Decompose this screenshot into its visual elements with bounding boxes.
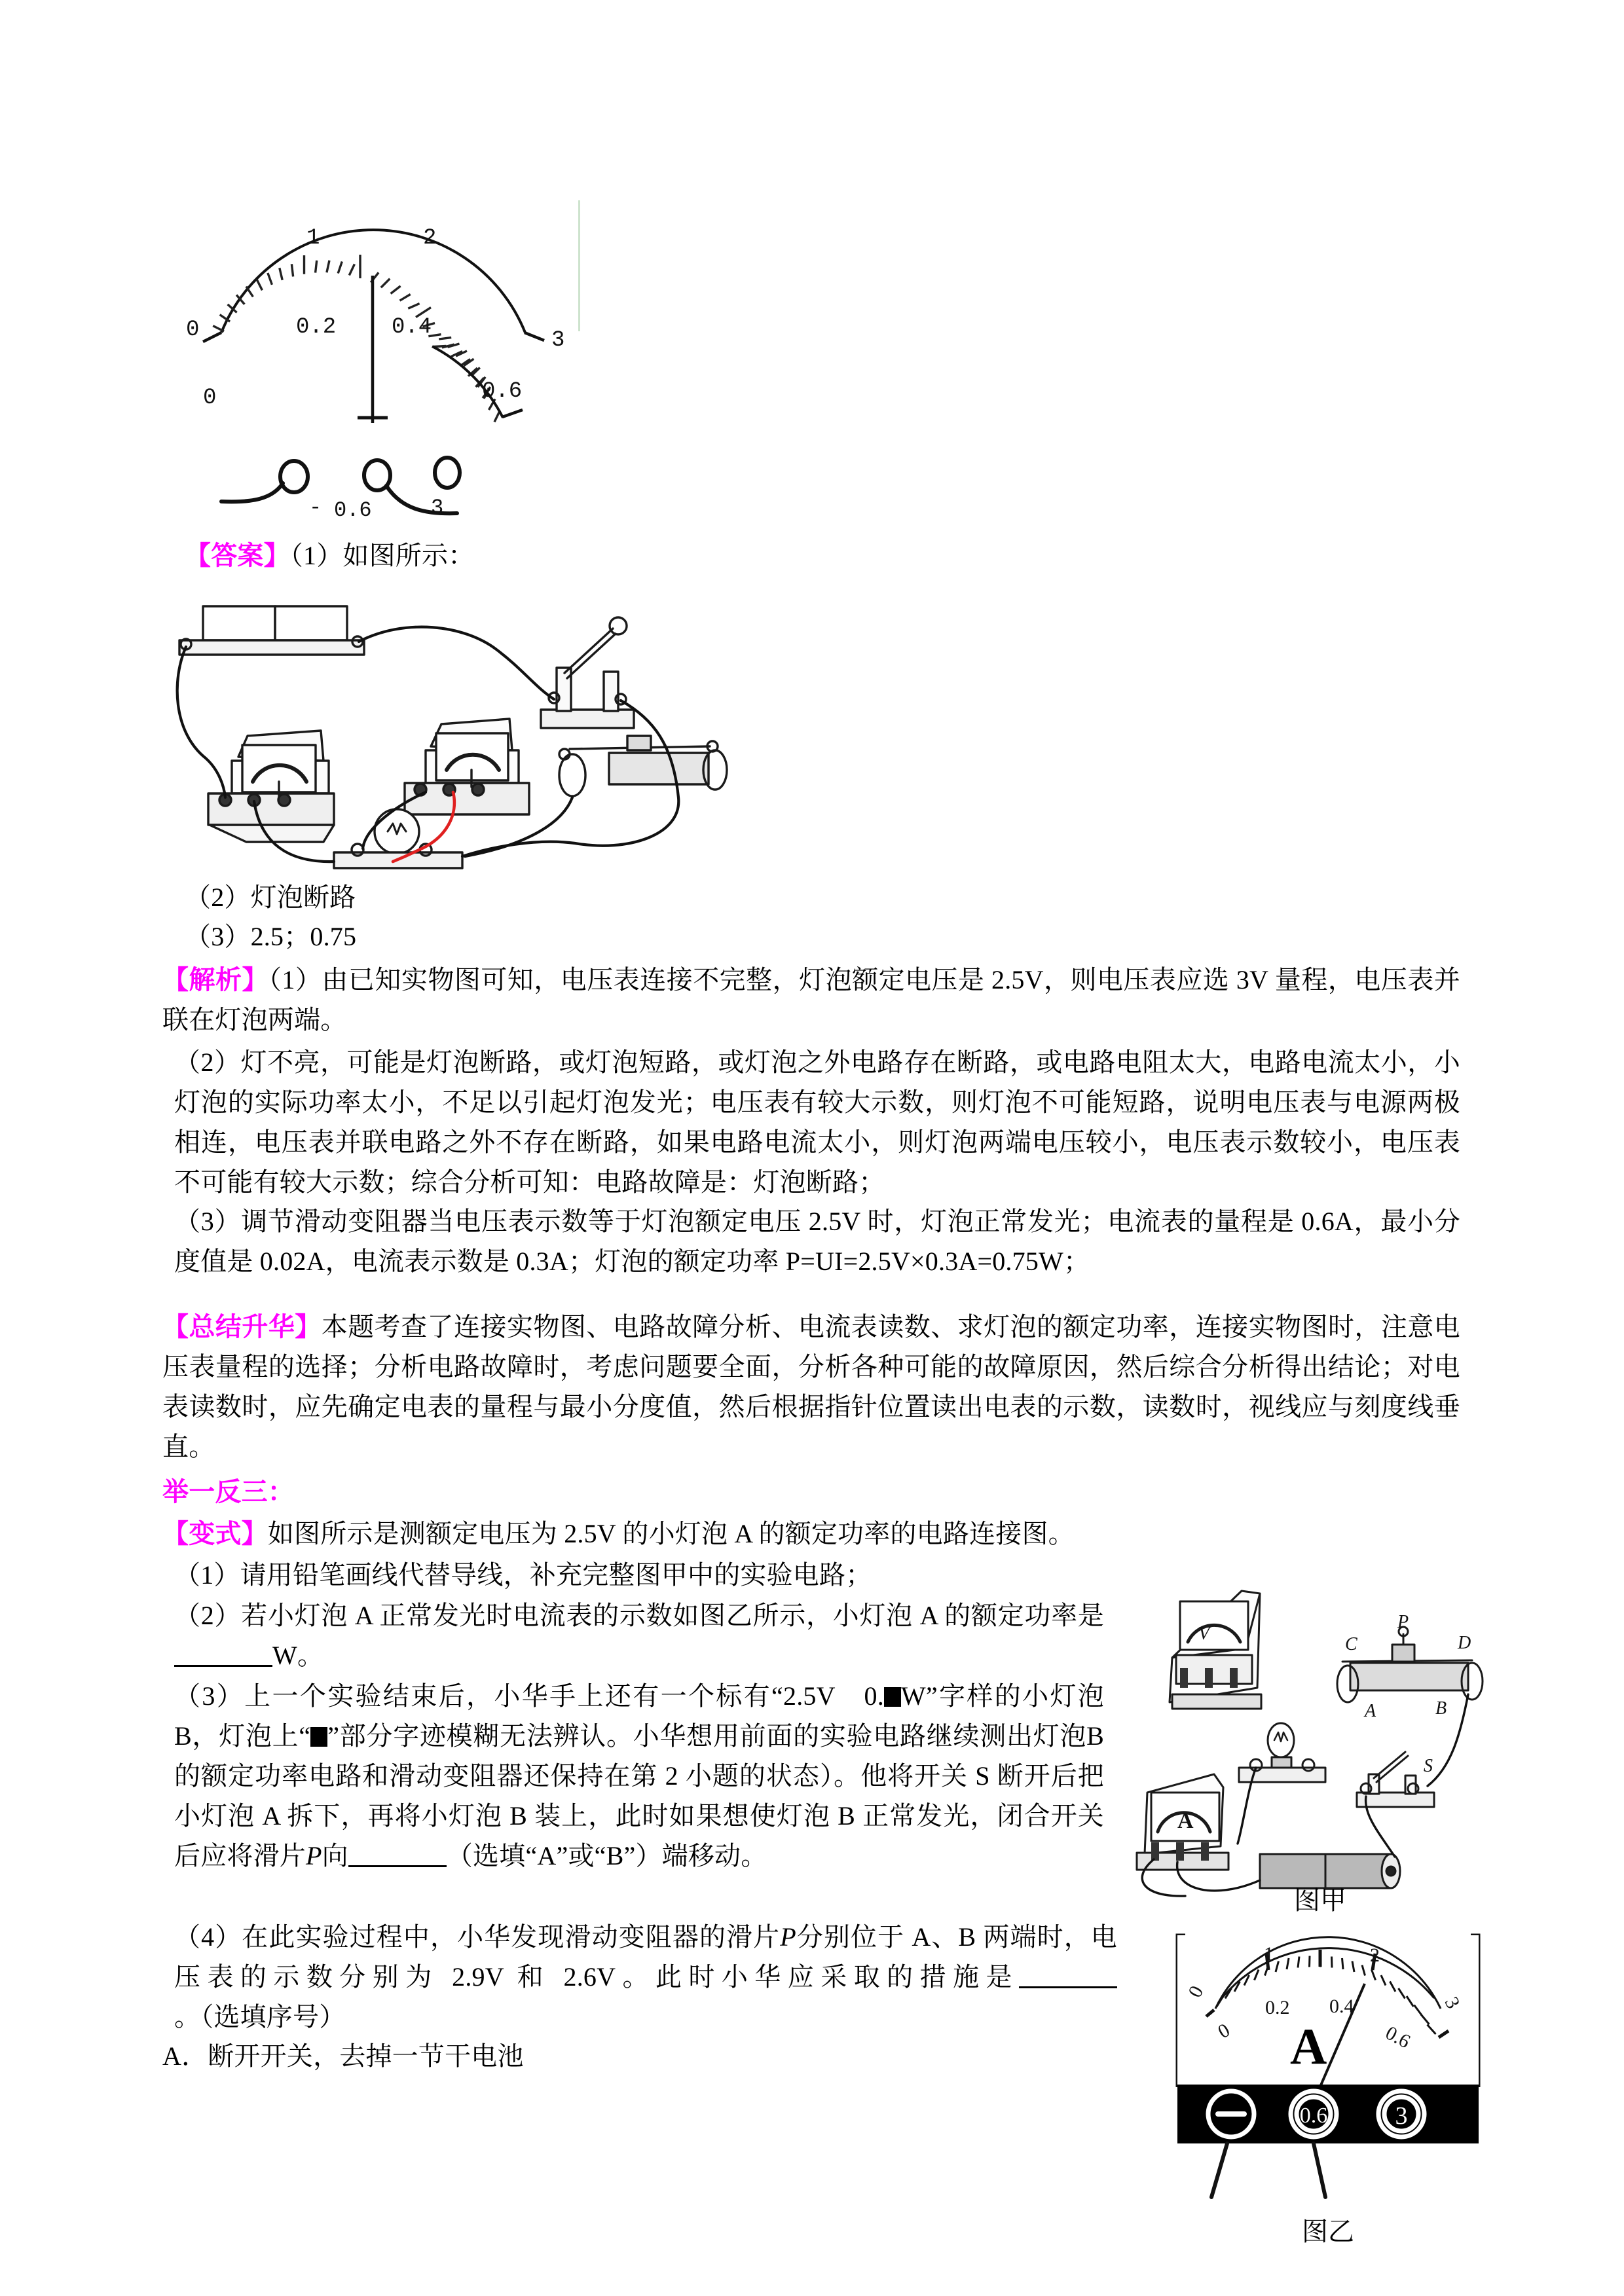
answer-circuit-svg	[169, 581, 824, 869]
rheostat-terminal-b: B	[1435, 1698, 1447, 1719]
answer-line2: （2）灯泡断路	[185, 883, 356, 912]
extension-q2	[174, 1595, 1104, 1675]
svg-text:0.6: 0.6	[334, 498, 372, 522]
ammeter-dial-figure	[161, 187, 585, 522]
smudged-digit-block-1	[884, 1687, 901, 1707]
svg-text:0.2: 0.2	[296, 315, 337, 340]
extension-q4-text-a: （4）在此实验过程中，小华发现滑动变阻器的滑片	[174, 1922, 781, 1952]
figure-jia-caption: 图甲	[1294, 1886, 1346, 1915]
extension-heading: 举一反三：	[162, 1477, 294, 1506]
svg-text:3: 3	[1440, 1993, 1464, 2013]
figure-yi-svg	[1173, 1933, 1483, 2205]
figure-yi-caption: 图乙	[1302, 2217, 1354, 2246]
rheostat-terminal-a: A	[1365, 1701, 1376, 1721]
extension-q4	[174, 1917, 1117, 2037]
svg-text:0: 0	[186, 318, 200, 342]
svg-text:0.4: 0.4	[1329, 1995, 1354, 2017]
answer-blank-q3[interactable]	[348, 1865, 447, 1867]
variant-tag: 【变式】	[162, 1519, 268, 1548]
extension-q4-text-c: 。（选填序号）	[174, 2002, 346, 2032]
answer-blank-q4[interactable]	[1019, 1986, 1117, 1988]
figure-jia	[1117, 1571, 1523, 1899]
voltmeter-symbol-label: V	[1198, 1624, 1210, 1644]
summary-tag: 【总结升华】	[162, 1312, 322, 1341]
extension-q4-text-b: 分别位于 A、B 两端时，电压表的示数分别为 2.9V 和 2.6V。此时小华应采取的措施是	[174, 1922, 1117, 1992]
ammeter-unit-symbol: A	[1290, 2018, 1327, 2075]
svg-text:0: 0	[1184, 1982, 1208, 2001]
svg-text:0: 0	[1214, 2019, 1234, 2043]
page-rule-line	[578, 200, 580, 331]
svg-text:3: 3	[431, 496, 444, 520]
svg-text:-: -	[309, 496, 322, 520]
switch-label-s: S	[1424, 1756, 1433, 1776]
rheostat-terminal-d: D	[1458, 1633, 1471, 1653]
svg-text:0: 0	[203, 386, 217, 410]
svg-text:2: 2	[1370, 1944, 1380, 1966]
svg-text:0.6: 0.6	[482, 379, 523, 404]
extension-q3-text-c: ”部分字迹模糊无法辨认。小华想用前面的实验电路继续测出灯泡B的额定功率电路和滑动变阻器还保持在第 2 小题的状态）。他将开关 S 断开后把小灯泡 A 拆下，再将小灯泡 B 装上，此时如果想使灯泡 B 正常发光，闭合开关后应将滑片	[174, 1721, 1105, 1870]
analysis-p1-text: （1）由已知实物图可知，电压表连接不完整，灯泡额定电压是 2.5V，则电压表应选 3V 量程，电压表并联在灯泡两端。	[162, 965, 1461, 1034]
figure-yi	[1173, 1933, 1483, 2205]
answer-circuit-figure	[169, 581, 824, 869]
answer-tag: 【答案】	[185, 541, 290, 570]
extension-option-a: A．断开开关，去掉一节干电池	[162, 2041, 524, 2071]
answer-line3: （3）2.5；0.75	[185, 922, 357, 951]
extension-q3-text-a: （3）上一个实验结束后，小华手上还有一个标有“2.5V 0.	[174, 1681, 884, 1711]
answer-heading-line	[185, 536, 1429, 575]
rheostat-terminal-c: C	[1345, 1634, 1357, 1654]
svg-text:0.2: 0.2	[1265, 1997, 1290, 2018]
summary-paragraph	[162, 1307, 1460, 1467]
extension-q1: （1）请用铅笔画线代替导线，补充完整图甲中的实验电路；	[174, 1560, 872, 1590]
figure-jia-svg	[1117, 1571, 1523, 1899]
smudged-digit-block-2	[310, 1727, 327, 1747]
variant-stem-text: 如图所示是测额定电压为 2.5V 的小灯泡 A 的额定功率的电路连接图。	[267, 1519, 1075, 1548]
rheostat-terminal-p: P	[1397, 1612, 1409, 1632]
svg-text:1: 1	[306, 226, 320, 251]
extension-q3-text-d: 向	[322, 1841, 348, 1870]
slider-label-p-q4: P	[780, 1922, 796, 1952]
summary-text: 本题考查了连接实物图、电路故障分析、电流表读数、求灯泡的额定功率，连接实物图时，注意电压表量程的选择；分析电路故障时，考虑问题要全面，分析各种可能的故障原因，然后综合分析得出结论；对电表读数时，应先确定电表的量程与最小分度值，然后根据指针位置读出电表的示数，读数时，视线应与刻度线垂直。	[162, 1312, 1460, 1461]
ammeter-dial-svg	[161, 187, 585, 522]
answer-blank-q2[interactable]	[174, 1665, 272, 1667]
ammeter-symbol-label: A	[1177, 1809, 1194, 1833]
svg-text:2: 2	[423, 226, 437, 251]
terminal-3-label: 3	[1395, 2102, 1408, 2130]
analysis-paragraph-1	[162, 960, 1460, 1040]
answer-line1: （1）如图所示：	[289, 541, 475, 570]
svg-text:0.6: 0.6	[1382, 2022, 1414, 2053]
svg-text:3: 3	[551, 328, 565, 353]
extension-q2-text-a: （2）若小灯泡 A 正常发光时电流表的示数如图乙所示，小灯泡 A 的额定功率是	[174, 1601, 1104, 1630]
slider-label-p-q3: P	[306, 1841, 322, 1870]
terminal-0-6-label: 0.6	[1299, 2104, 1328, 2128]
analysis-paragraph-2: （2）灯不亮，可能是灯泡断路，或灯泡短路，或灯泡之外电路存在断路，或电路电阻太大，电路电流太小，小灯泡的实际功率太小，不足以引起灯泡发光；电压表有较大示数，则灯泡不可能短路，说明电压表与电源两极相连，电压表并联电路之外不存在断路，如果电路电流太小，则灯泡两端电压较小，电压表示数较小，电压表不可能有较大示数；综合分析可知：电路故障是：灯泡断路；	[174, 1048, 1460, 1197]
svg-text:1: 1	[1264, 1943, 1274, 1965]
analysis-paragraph-3: （3）调节滑动变阻器当电压表示数等于灯泡额定电压 2.5V 时，灯泡正常发光；电流表的量程是 0.6A，最小分度值是 0.02A，电流表示数是 0.3A；灯泡的额定功率 P=UI=2.5V×0.3A=0.75W；	[174, 1207, 1460, 1276]
extension-q2-text-b: W。	[272, 1641, 324, 1670]
extension-q3-text-b: W”字样的小灯泡B，灯泡上“	[174, 1681, 1105, 1751]
svg-text:0.4: 0.4	[392, 315, 432, 340]
extension-q3	[174, 1676, 1104, 1876]
extension-q3-text-e: （选填“A”或“B”）端移动。	[446, 1841, 767, 1870]
analysis-tag: 【解析】	[162, 965, 268, 994]
extension-stem	[162, 1514, 1460, 1554]
